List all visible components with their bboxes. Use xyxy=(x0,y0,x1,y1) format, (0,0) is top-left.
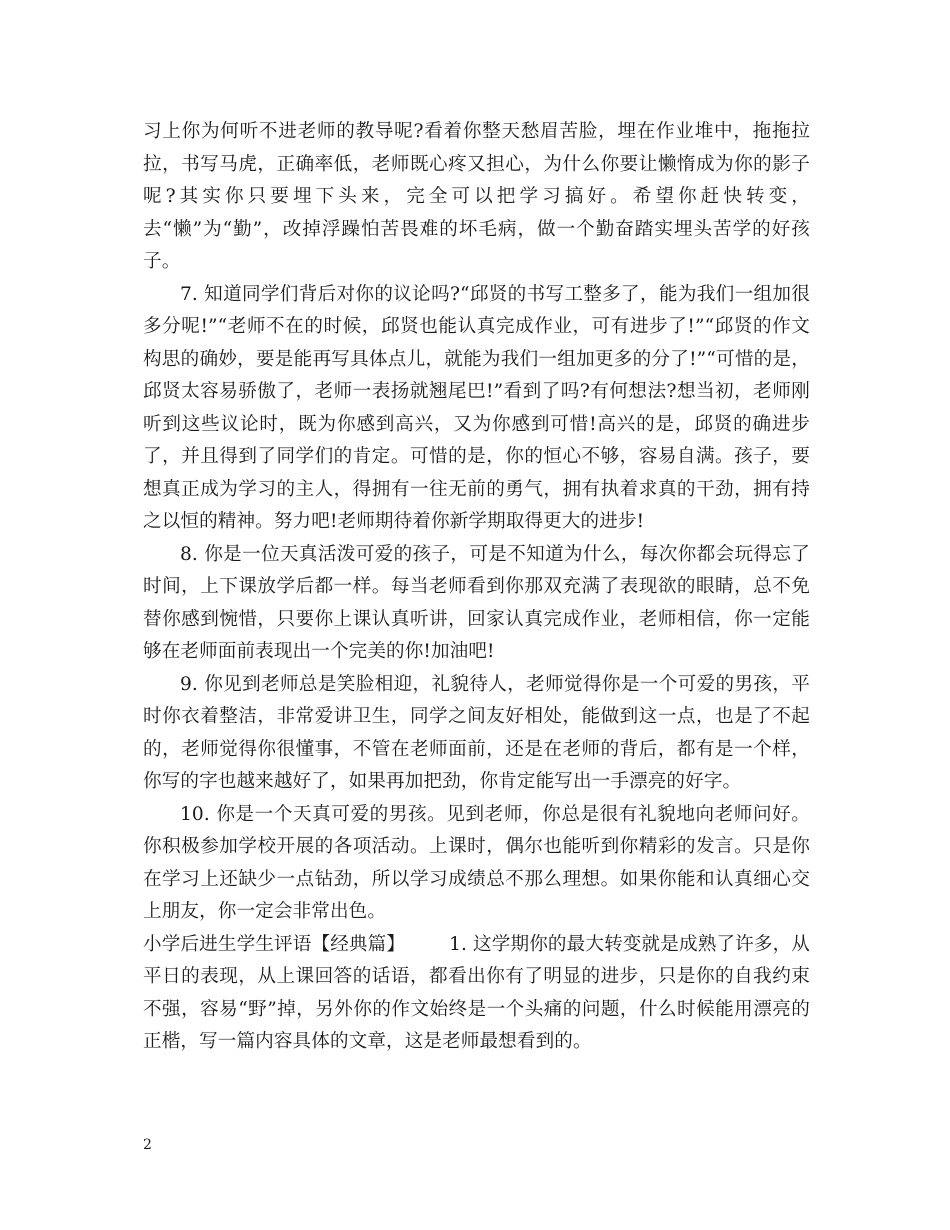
document-body xyxy=(143,116,810,1059)
section-heading: 小学后进生学生评语【经典篇】 xyxy=(143,933,406,955)
section-heading-paragraph xyxy=(143,929,810,1059)
paragraph-item-10: 10. 你是一个天真可爱的男孩。见到老师，你总是很有礼貌地向老师问好。你积极参加学校开展的各项活动。上课时，偶尔也能听到你精彩的发言。只是你在学习上还缺少一点钻劲，所以学习成绩总不那么理想。如果你能和认真细心交上朋友，你一定会非常出色。 xyxy=(143,803,810,922)
paragraph-continuation: 习上你为何听不进老师的教导呢?看着你整天愁眉苦脸，埋在作业堆中，拖拖拉拉，书写马虎，正确率低，老师既心疼又担心，为什么你要让懒惰成为你的影子呢?其实你只要埋下头来，完全可以把学习搞好。希望你赶快转变，去“懒”为“勤”，改掉浮躁怕苦畏难的坏毛病，做一个勤奋踏实埋头苦学的好孩子。 xyxy=(143,121,810,272)
paragraph-item-8: 8. 你是一位天真活泼可爱的孩子，可是不知道为什么，每次你都会玩得忘了时间，上下课放学后都一样。每当老师看到你那双充满了表现欲的眼睛，总不免替你感到惋惜，只要你上课认真听讲，回家认真完成作业，老师相信，你一定能够在老师面前表现出一个完美的你!加油吧! xyxy=(143,543,810,662)
paragraph-item-9: 9. 你见到老师总是笑脸相迎，礼貌待人，老师觉得你是一个可爱的男孩，平时你衣着整洁，非常爱讲卫生，同学之间友好相处，能做到这一点，也是了不起的，老师觉得你很懂事，不管在老师面前，还是在老师的背后，都有是一个样，你写的字也越来越好了，如果再加把劲，你肯定能写出一手漂亮的好字。 xyxy=(143,673,810,792)
paragraph-item-7: 7. 知道同学们背后对你的议论吗?“邱贤的书写工整多了，能为我们一组加很多分呢!”“老师不在的时候，邱贤也能认真完成作业，可有进步了!”“邱贤的作文构思的确妙，要是能再写具体点儿，就能为我们一组加更多的分了!”“可惜的是，邱贤太容易骄傲了，老师一表扬就翘尾巴!”看到了吗?有何想法?想当初，老师刚听到这些议论时，既为你感到高兴，又为你感到可惜!高兴的是，邱贤的确进步了，并且得到了同学们的肯定。可惜的是，你的恒心不够，容易自满。孩子，要想真正成为学习的主人，得拥有一往无前的勇气，拥有执着求真的干劲，拥有持之以恒的精神。努力吧!老师期待着你新学期取得更大的进步! xyxy=(143,283,810,532)
page-number: 2 xyxy=(143,1137,152,1153)
section-first-item: 1. 这学期你的最大转变就是成熟了许多，从平日的表现，从上课回答的话语，都看出你有了明显的进步，只是你的自我约束不强，容易“野”掉，另外你的作文始终是一个头痛的问题，什么时候能用漂亮的正楷，写一篇内容具体的文章，这是老师最想看到的。 xyxy=(143,933,810,1052)
